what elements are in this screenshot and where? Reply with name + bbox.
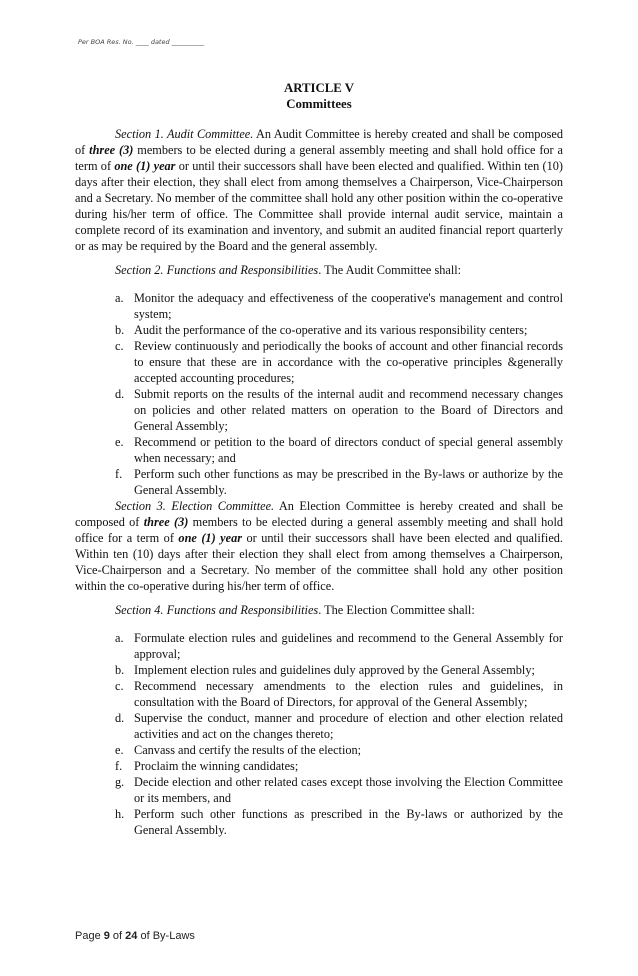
section-3-text: An Election Committee is hereby created and shall be composed of [75,499,563,529]
list-letter: e. [115,435,124,449]
list-item-text: Audit the performance of the co-operative and its various responsibility centers; [134,323,528,337]
list-item [115,466,563,498]
list-item-text: Formulate election rules and guidelines and recommend to the General Assembly for approval; [134,631,563,661]
list-item-text: Submit reports on the results of the internal audit and recommend necessary changes on policies and other related matters on operation to the Board of Directors and General Assembly; [134,387,563,433]
section-3-term: one (1) year [178,531,243,545]
list-item [115,322,563,338]
list-item-text: Monitor the adequacy and effectiveness of the cooperative's management and control system; [134,291,563,321]
list-item [115,806,563,838]
list-item [115,710,563,742]
list-item [115,630,563,662]
list-item [115,774,563,806]
list-letter: e. [115,743,124,757]
section-1-text: members to be elected during a general assembly meeting and shall hold office for a term of [75,143,564,173]
section-2-heading-line [115,262,563,278]
list-item [115,742,563,758]
section-3-heading: Section 3. Election Committee. [115,499,275,513]
section-4-heading: Section 4. Functions and Responsibilities [115,603,319,617]
list-letter: g. [115,775,125,789]
list-item [115,662,563,678]
section-4-intro: . The Election Committee shall: [318,603,475,617]
section-4-heading-line [115,602,563,618]
list-item-text: Decide election and other related cases except those involving the Election Committee or its members, and [134,775,563,805]
document-body [75,80,563,838]
section-1-term: one (1) year [114,159,176,173]
list-item-text: Review continuously and periodically the books of account and other financial records to ensure that these are in accordance with the co-operative principles &generally accepted accounting procedures; [134,339,563,385]
section-1-text: or until their successors shall have been elected and qualified. Within ten (10) days after their election, they shall elect from among themselves a Chairperson, Vice-Chairperson and a Secretary. No member of the committee shall hold any other position within the co-operative during his/her term of office. The Committee shall provide internal audit service, maintain a complete record of its examination and inventory, and submit an audited financial report quarterly or as may be required by the Board and the general assembly. [75,159,563,253]
list-item-text: Canvass and certify the results of the election; [134,743,362,757]
section-3-count: three (3) [143,515,189,529]
list-item-text: Supervise the conduct, manner and procedure of election and other election related activities and act on the changes thereto; [134,711,563,741]
list-item-text: Perform such other functions as prescribed in the By-laws or authorized by the General Assembly. [134,807,563,837]
list-letter: c. [115,339,124,353]
list-letter: d. [115,711,125,725]
section-2-heading: Section 2. Functions and Responsibilities [115,263,319,277]
section-1-paragraph [75,126,563,254]
list-letter: d. [115,387,125,401]
section-3-paragraph [75,498,563,594]
list-item [115,290,563,322]
footer-text: Page [75,930,104,942]
list-letter: a. [115,631,124,645]
article-number: ARTICLE V [283,81,355,95]
section-1-count: three (3) [89,143,134,157]
section-1-text: An Audit Committee is hereby created and shall be composed of [75,127,563,157]
section-3-text: or until their successors shall have been elected and qualified. Within ten (10) days after their election they shall elect from among themselves a Chairperson, Vice-Chairperson and a Secretary. No member of the committee shall hold any other position within the co-operative during his/her term of office. [75,531,564,593]
list-item-text: Proclaim the winning candidates; [134,759,299,773]
list-item [115,386,563,434]
header-note: Per BOA Res. No. ____ dated __________ [78,38,205,46]
list-letter: b. [115,323,125,337]
article-title: Committees [286,97,352,111]
section-3-text: members to be elected during a general assembly meeting and shall hold office for a term of [75,515,564,545]
section-2-list [115,290,563,498]
list-letter: h. [115,807,125,821]
section-4-list [115,630,563,838]
list-item-text: Perform such other functions as may be prescribed in the By-laws or authorize by the General Assembly. [134,467,563,497]
list-item-text: Recommend necessary amendments to the election rules and guidelines, in consultation with the Board of Directors, for approval of the General Assembly; [134,679,563,709]
list-letter: f. [115,759,123,773]
list-item-text: Recommend or petition to the board of directors conduct of special general assembly when necessary; and [134,435,563,465]
section-2-intro: . The Audit Committee shall: [318,263,462,277]
section-1-heading: Section 1. Audit Committee. [115,127,254,141]
list-item [115,758,563,774]
list-item [115,678,563,710]
list-letter: f. [115,467,123,481]
page-number: 9 [103,930,110,942]
list-item-text: Implement election rules and guidelines duly approved by the General Assembly; [134,663,535,677]
footer-text: of By-Laws [137,930,195,942]
list-letter: a. [115,291,124,305]
page-footer [75,930,195,942]
list-item [115,338,563,386]
page-total: 24 [125,930,138,942]
list-letter: b. [115,663,125,677]
list-item [115,434,563,466]
list-letter: c. [115,679,124,693]
footer-text: of [109,930,126,942]
